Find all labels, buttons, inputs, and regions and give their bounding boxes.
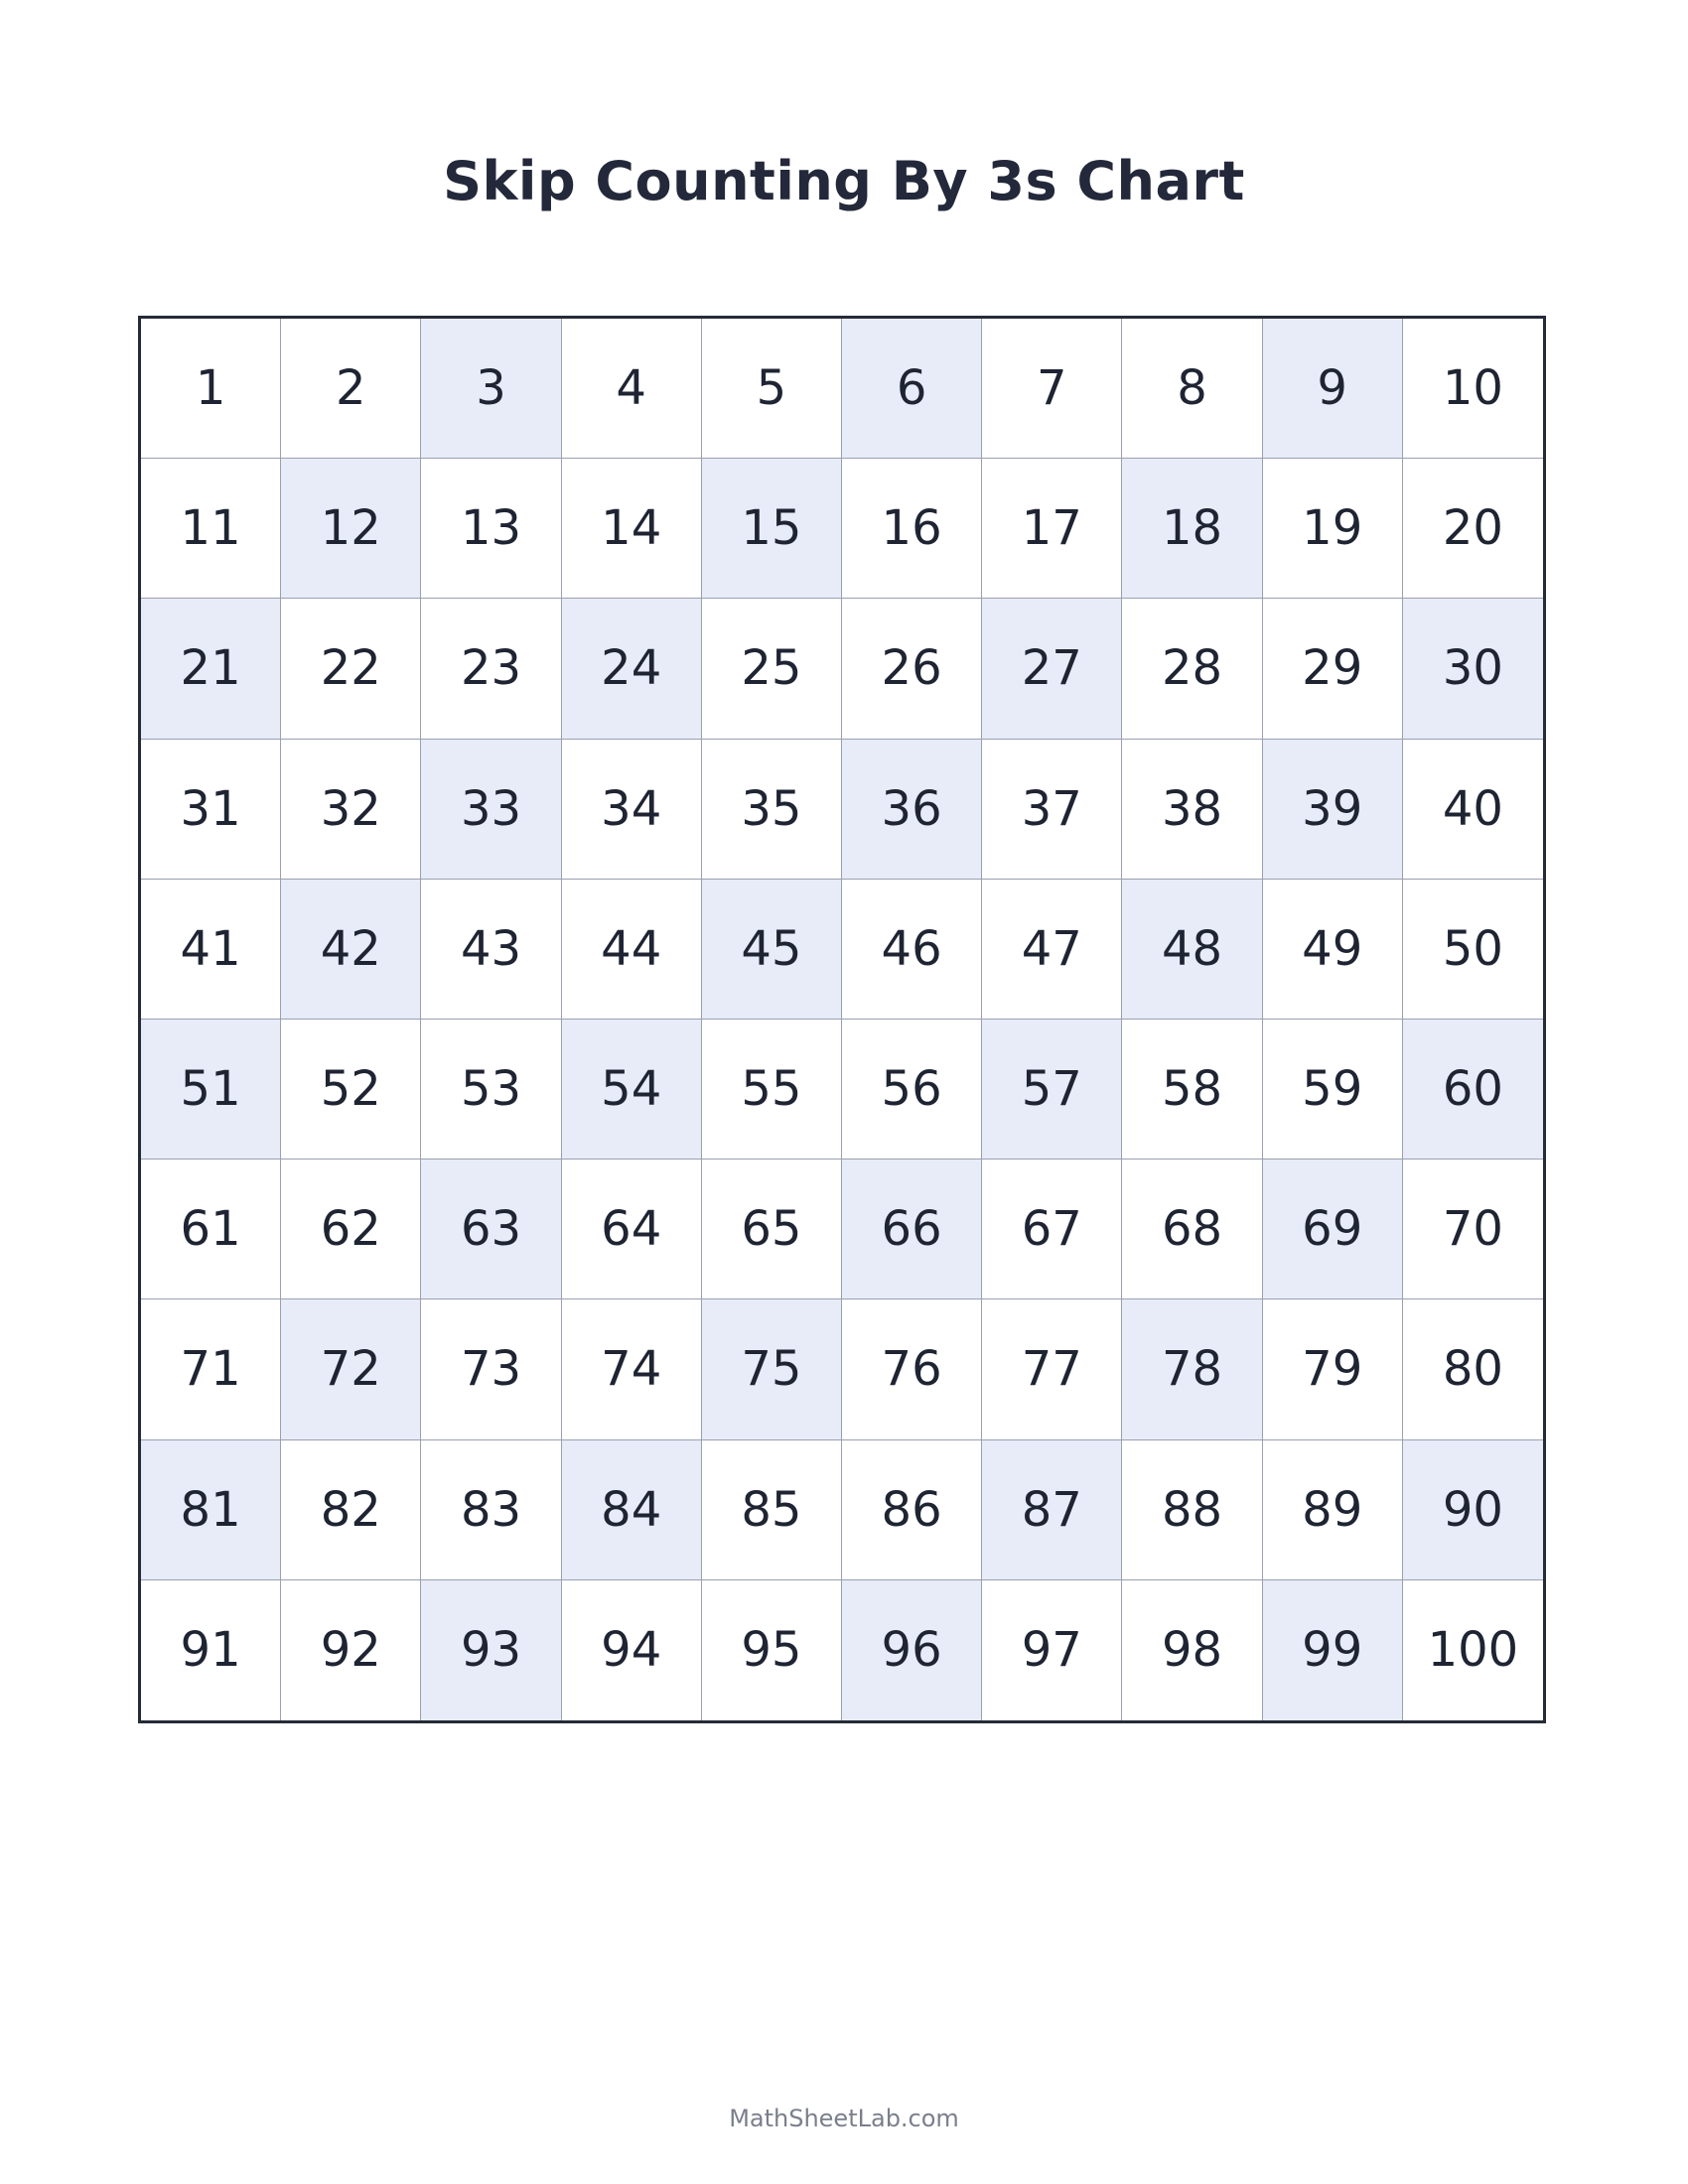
grid-cell: 71	[141, 1299, 281, 1439]
grid-cell-highlighted: 81	[141, 1440, 281, 1580]
grid-cell: 86	[842, 1440, 982, 1580]
grid-cell: 37	[982, 740, 1122, 880]
grid-cell: 10	[1403, 319, 1543, 459]
grid-cell: 19	[1263, 459, 1403, 599]
grid-cell: 14	[562, 459, 702, 599]
grid-cell: 95	[702, 1580, 842, 1720]
grid-cell: 100	[1427, 1622, 1519, 1679]
grid-cell: 5	[702, 319, 842, 459]
grid-cell-highlighted: 6	[842, 319, 982, 459]
grid-cell: 41	[141, 880, 281, 1020]
grid-cell: 79	[1263, 1299, 1403, 1439]
grid-cell-highlighted: 45	[702, 880, 842, 1020]
grid-cell-highlighted: 75	[702, 1299, 842, 1439]
grid-cell-highlighted: 21	[141, 599, 281, 739]
grid-cell: 1	[141, 319, 281, 459]
grid-cell: 40	[1403, 740, 1543, 880]
grid-cell-highlighted: 51	[141, 1020, 281, 1160]
grid-cell: 88	[1122, 1440, 1262, 1580]
grid-cell: 8	[1122, 319, 1262, 459]
grid-cell: 46	[842, 880, 982, 1020]
grid-cell: 94	[562, 1580, 702, 1720]
grid-cell: 49	[1263, 880, 1403, 1020]
grid-cell-highlighted: 30	[1403, 599, 1543, 739]
grid-cell: 89	[1263, 1440, 1403, 1580]
grid-cell-highlighted: 24	[562, 599, 702, 739]
grid-cell: 29	[1263, 599, 1403, 739]
grid-cell: 83	[421, 1440, 561, 1580]
grid-cell: 68	[1122, 1160, 1262, 1299]
grid-cell-highlighted: 57	[982, 1020, 1122, 1160]
grid-cell: 31	[141, 740, 281, 880]
grid-cell: 80	[1403, 1299, 1543, 1439]
grid-cell: 52	[281, 1020, 421, 1160]
grid-cell: 7	[982, 319, 1122, 459]
grid-cell: 16	[842, 459, 982, 599]
grid-cell-highlighted: 48	[1122, 880, 1262, 1020]
grid-cell: 82	[281, 1440, 421, 1580]
grid-cell-highlighted: 60	[1403, 1020, 1543, 1160]
page-title: Skip Counting By 3s Chart	[443, 150, 1245, 212]
grid-cell: 76	[842, 1299, 982, 1439]
grid-cell: 22	[281, 599, 421, 739]
grid-cell-highlighted: 84	[562, 1440, 702, 1580]
grid-cell-highlighted: 9	[1263, 319, 1403, 459]
grid-cell: 17	[982, 459, 1122, 599]
grid-cell: 70	[1403, 1160, 1543, 1299]
grid-cell-highlighted: 42	[281, 880, 421, 1020]
grid-cell: 47	[982, 880, 1122, 1020]
grid-cell-highlighted: 66	[842, 1160, 982, 1299]
grid-cell-highlighted: 15	[702, 459, 842, 599]
grid-cell-highlighted: 12	[281, 459, 421, 599]
grid-cell-highlighted: 39	[1263, 740, 1403, 880]
grid-cell-highlighted: 3	[421, 319, 561, 459]
grid-cell: 98	[1122, 1580, 1262, 1720]
grid-cell: 2	[281, 319, 421, 459]
grid-cell: 55	[702, 1020, 842, 1160]
grid-cell-highlighted: 72	[281, 1299, 421, 1439]
grid-cell-highlighted: 36	[842, 740, 982, 880]
grid-cell: 85	[702, 1440, 842, 1580]
grid-cell-highlighted: 33	[421, 740, 561, 880]
grid-cell-highlighted: 87	[982, 1440, 1122, 1580]
grid-cell: 58	[1122, 1020, 1262, 1160]
grid-cell: 34	[562, 740, 702, 880]
grid-cell: 74	[562, 1299, 702, 1439]
grid-cell: 53	[421, 1020, 561, 1160]
grid-cell-highlighted: 54	[562, 1020, 702, 1160]
footer-site-name: MathSheetLab.com	[729, 2105, 959, 2132]
grid-cell: 64	[562, 1160, 702, 1299]
grid-cell: 11	[141, 459, 281, 599]
grid-cell: 44	[562, 880, 702, 1020]
grid-cell: 35	[702, 740, 842, 880]
grid-cell: 25	[702, 599, 842, 739]
grid-cell-highlighted: 27	[982, 599, 1122, 739]
grid-cell: 61	[141, 1160, 281, 1299]
grid-cell: 38	[1122, 740, 1262, 880]
grid-cell-highlighted: 90	[1403, 1440, 1543, 1580]
grid-cell: 77	[982, 1299, 1122, 1439]
grid-cell: 59	[1263, 1020, 1403, 1160]
grid-cell: 50	[1403, 880, 1543, 1020]
grid-cell-highlighted: 18	[1122, 459, 1262, 599]
grid-cell-highlighted: 69	[1263, 1160, 1403, 1299]
grid-cell: 67	[982, 1160, 1122, 1299]
grid-cell: 65	[702, 1160, 842, 1299]
grid-cell: 56	[842, 1020, 982, 1160]
grid-cell: 73	[421, 1299, 561, 1439]
grid-cell: 32	[281, 740, 421, 880]
grid-cell: 28	[1122, 599, 1262, 739]
hundreds-chart-grid	[138, 316, 1546, 1723]
grid-cell-highlighted: 96	[842, 1580, 982, 1720]
grid-cell: 43	[421, 880, 561, 1020]
grid-cell-highlighted: 99	[1263, 1580, 1403, 1720]
grid-cell: 4	[562, 319, 702, 459]
grid-cell: 13	[421, 459, 561, 599]
grid-cell-highlighted: 93	[421, 1580, 561, 1720]
grid-cell: 97	[982, 1580, 1122, 1720]
grid-cell-highlighted: 78	[1122, 1299, 1262, 1439]
grid-cell: 23	[421, 599, 561, 739]
grid-cell: 20	[1403, 459, 1543, 599]
grid-cell-highlighted: 63	[421, 1160, 561, 1299]
grid-cell: 91	[141, 1580, 281, 1720]
grid-cell: 92	[281, 1580, 421, 1720]
grid-cell: 62	[281, 1160, 421, 1299]
grid-cell: 26	[842, 599, 982, 739]
